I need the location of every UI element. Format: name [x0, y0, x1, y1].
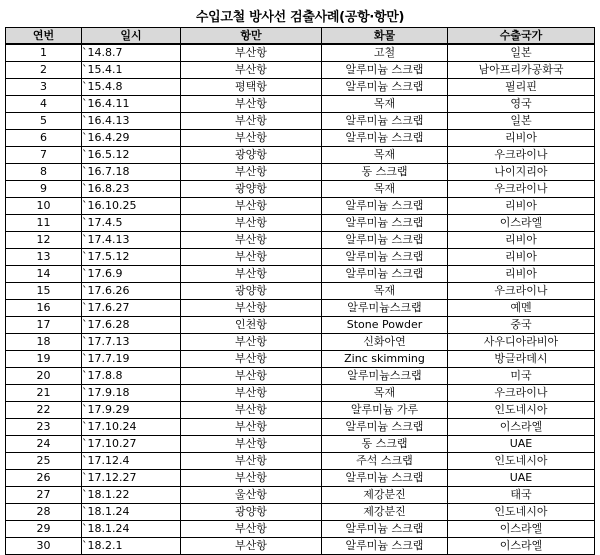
table-row: [6, 334, 595, 351]
cell-port: 부산항: [181, 215, 322, 232]
cell-cargo: 신화아연: [322, 334, 448, 351]
cell-no: 22: [6, 402, 82, 419]
cell-date: `16.7.18: [82, 164, 181, 181]
cell-date: `17.4.5: [82, 215, 181, 232]
cell-date: `17.6.28: [82, 317, 181, 334]
cell-date: `17.7.19: [82, 351, 181, 368]
cell-cargo: 알루미늄 스크랩: [322, 198, 448, 215]
table-row: [6, 232, 595, 249]
cell-cargo: 알루미늄스크랩: [322, 300, 448, 317]
cell-export-country: 우크라이나: [448, 283, 595, 300]
cell-export-country: 우크라이나: [448, 147, 595, 164]
cell-no: 10: [6, 198, 82, 215]
cell-export-country: 리비아: [448, 266, 595, 283]
table-body: [6, 44, 595, 555]
cell-date: `17.9.18: [82, 385, 181, 402]
cell-port: 광양항: [181, 181, 322, 198]
cell-date: `14.8.7: [82, 44, 181, 62]
cell-cargo: 알루미늄 스크랩: [322, 521, 448, 538]
cell-export-country: 나이지리아: [448, 164, 595, 181]
cell-export-country: 우크라이나: [448, 385, 595, 402]
cell-export-country: 우크라이나: [448, 181, 595, 198]
cell-export-country: 예멘: [448, 300, 595, 317]
cell-export-country: 이스라엘: [448, 521, 595, 538]
cell-no: 19: [6, 351, 82, 368]
header-date: 일시: [82, 28, 181, 45]
cell-cargo: 목재: [322, 96, 448, 113]
cell-date: `17.10.27: [82, 436, 181, 453]
table-row: [6, 181, 595, 198]
cell-export-country: 영국: [448, 96, 595, 113]
cell-date: `17.9.29: [82, 402, 181, 419]
cell-no: 5: [6, 113, 82, 130]
table-row: [6, 351, 595, 368]
cell-date: `17.6.9: [82, 266, 181, 283]
cell-date: `18.1.24: [82, 521, 181, 538]
cell-no: 24: [6, 436, 82, 453]
document-title: 수입고철 방사선 검출사례(공항·항만): [195, 10, 405, 25]
cell-no: 1: [6, 44, 82, 62]
table-row: [6, 249, 595, 266]
cell-port: 부산항: [181, 453, 322, 470]
cell-port: 부산항: [181, 436, 322, 453]
table-row: [6, 215, 595, 232]
cell-export-country: UAE: [448, 436, 595, 453]
cell-export-country: 방글라데시: [448, 351, 595, 368]
cell-port: 울산항: [181, 487, 322, 504]
cell-cargo: 고철: [322, 44, 448, 62]
cell-no: 4: [6, 96, 82, 113]
cell-no: 17: [6, 317, 82, 334]
cell-no: 12: [6, 232, 82, 249]
cell-cargo: 알루미늄 스크랩: [322, 79, 448, 96]
table-row: [6, 402, 595, 419]
table-row: [6, 385, 595, 402]
cell-no: 11: [6, 215, 82, 232]
table-row: [6, 368, 595, 385]
cell-no: 26: [6, 470, 82, 487]
table-row: [6, 453, 595, 470]
cell-cargo: 알루미늄 스크랩: [322, 470, 448, 487]
cell-export-country: 태국: [448, 487, 595, 504]
cell-port: 광양항: [181, 504, 322, 521]
cell-date: `16.5.12: [82, 147, 181, 164]
cell-export-country: 일본: [448, 113, 595, 130]
cell-port: 부산항: [181, 300, 322, 317]
header-port: 항만: [181, 28, 322, 45]
cell-export-country: 이스라엘: [448, 215, 595, 232]
cell-port: 부산항: [181, 266, 322, 283]
cell-port: 부산항: [181, 402, 322, 419]
cell-export-country: 인도네시아: [448, 504, 595, 521]
cell-no: 9: [6, 181, 82, 198]
cell-port: 부산항: [181, 368, 322, 385]
table-row: [6, 96, 595, 113]
table-row: [6, 283, 595, 300]
table-row: [6, 436, 595, 453]
detection-cases-table: [5, 27, 595, 555]
table-row: [6, 419, 595, 436]
cell-date: `17.8.8: [82, 368, 181, 385]
cell-no: 14: [6, 266, 82, 283]
table-row: [6, 62, 595, 79]
cell-port: 부산항: [181, 419, 322, 436]
cell-port: 부산항: [181, 113, 322, 130]
cell-date: `17.6.26: [82, 283, 181, 300]
cell-cargo: 목재: [322, 283, 448, 300]
cell-date: `18.1.22: [82, 487, 181, 504]
cell-no: 28: [6, 504, 82, 521]
cell-no: 30: [6, 538, 82, 555]
table-row: [6, 130, 595, 147]
cell-port: 부산항: [181, 351, 322, 368]
cell-export-country: UAE: [448, 470, 595, 487]
table-row: [6, 266, 595, 283]
cell-no: 6: [6, 130, 82, 147]
cell-port: 부산항: [181, 44, 322, 62]
cell-export-country: 리비아: [448, 198, 595, 215]
cell-export-country: 이스라엘: [448, 538, 595, 555]
cell-port: 부산항: [181, 470, 322, 487]
cell-cargo: 목재: [322, 181, 448, 198]
cell-port: 부산항: [181, 334, 322, 351]
cell-cargo: Zinc skimming: [322, 351, 448, 368]
cell-no: 15: [6, 283, 82, 300]
cell-export-country: 사우디아라비아: [448, 334, 595, 351]
cell-cargo: 알루미늄 스크랩: [322, 538, 448, 555]
cell-no: 29: [6, 521, 82, 538]
cell-no: 23: [6, 419, 82, 436]
cell-cargo: 동 스크랩: [322, 436, 448, 453]
cell-port: 부산항: [181, 385, 322, 402]
table-row: [6, 487, 595, 504]
cell-cargo: 알루미늄 스크랩: [322, 266, 448, 283]
cell-no: 16: [6, 300, 82, 317]
cell-date: `18.1.24: [82, 504, 181, 521]
cell-port: 부산항: [181, 538, 322, 555]
cell-port: 광양항: [181, 283, 322, 300]
cell-export-country: 리비아: [448, 249, 595, 266]
cell-no: 8: [6, 164, 82, 181]
table-row: [6, 147, 595, 164]
cell-port: 평택항: [181, 79, 322, 96]
cell-port: 부산항: [181, 62, 322, 79]
cell-date: `17.6.27: [82, 300, 181, 317]
cell-port: 부산항: [181, 232, 322, 249]
cell-date: `15.4.8: [82, 79, 181, 96]
header-cargo: 화물: [322, 28, 448, 45]
header-export-country: 수출국가: [448, 28, 595, 45]
table-row: [6, 538, 595, 555]
cell-no: 2: [6, 62, 82, 79]
cell-port: 부산항: [181, 198, 322, 215]
cell-export-country: 중국: [448, 317, 595, 334]
cell-port: 인천항: [181, 317, 322, 334]
cell-port: 부산항: [181, 164, 322, 181]
cell-cargo: 알루미늄 스크랩: [322, 62, 448, 79]
cell-export-country: 남아프리카공화국: [448, 62, 595, 79]
table-row: [6, 79, 595, 96]
cell-cargo: 알루미늄 스크랩: [322, 113, 448, 130]
cell-date: `17.10.24: [82, 419, 181, 436]
header-no: 연번: [6, 28, 82, 45]
cell-port: 부산항: [181, 521, 322, 538]
cell-port: 광양항: [181, 147, 322, 164]
cell-date: `16.8.23: [82, 181, 181, 198]
cell-export-country: 일본: [448, 44, 595, 62]
cell-date: `17.5.12: [82, 249, 181, 266]
cell-date: `16.4.29: [82, 130, 181, 147]
cell-no: 21: [6, 385, 82, 402]
cell-cargo: Stone Powder: [322, 317, 448, 334]
cell-date: `16.4.13: [82, 113, 181, 130]
cell-export-country: 리비아: [448, 232, 595, 249]
cell-date: `15.4.1: [82, 62, 181, 79]
cell-cargo: 목재: [322, 385, 448, 402]
table-row: [6, 300, 595, 317]
cell-cargo: 알루미늄 스크랩: [322, 232, 448, 249]
cell-date: `18.2.1: [82, 538, 181, 555]
cell-no: 25: [6, 453, 82, 470]
cell-cargo: 제강분진: [322, 487, 448, 504]
cell-date: `17.7.13: [82, 334, 181, 351]
cell-export-country: 리비아: [448, 130, 595, 147]
cell-cargo: 동 스크랩: [322, 164, 448, 181]
cell-date: `17.4.13: [82, 232, 181, 249]
cell-date: `16.10.25: [82, 198, 181, 215]
cell-cargo: 알루미늄 스크랩: [322, 249, 448, 266]
cell-port: 부산항: [181, 249, 322, 266]
table-row: [6, 164, 595, 181]
cell-cargo: 알루미늄 스크랩: [322, 130, 448, 147]
table-row: [6, 44, 595, 62]
cell-no: 27: [6, 487, 82, 504]
cell-cargo: 알루미늄스크랩: [322, 368, 448, 385]
cell-export-country: 필리핀: [448, 79, 595, 96]
cell-cargo: 주석 스크랩: [322, 453, 448, 470]
cell-export-country: 인도네시아: [448, 402, 595, 419]
cell-no: 20: [6, 368, 82, 385]
table-row: [6, 504, 595, 521]
table-header-row: [6, 28, 595, 45]
cell-date: `17.12.27: [82, 470, 181, 487]
cell-port: 부산항: [181, 96, 322, 113]
table-row: [6, 113, 595, 130]
cell-export-country: 인도네시아: [448, 453, 595, 470]
cell-export-country: 미국: [448, 368, 595, 385]
cell-port: 부산항: [181, 130, 322, 147]
cell-date: `17.12.4: [82, 453, 181, 470]
cell-no: 18: [6, 334, 82, 351]
table-row: [6, 317, 595, 334]
cell-date: `16.4.11: [82, 96, 181, 113]
cell-cargo: 목재: [322, 147, 448, 164]
table-row: [6, 521, 595, 538]
table-row: [6, 198, 595, 215]
cell-cargo: 알루미늄 스크랩: [322, 419, 448, 436]
cell-cargo: 알루미늄 스크랩: [322, 215, 448, 232]
cell-export-country: 이스라엘: [448, 419, 595, 436]
cell-cargo: 알루미늄 가루: [322, 402, 448, 419]
cell-no: 7: [6, 147, 82, 164]
cell-cargo: 제강분진: [322, 504, 448, 521]
cell-no: 3: [6, 79, 82, 96]
cell-no: 13: [6, 249, 82, 266]
table-row: [6, 470, 595, 487]
